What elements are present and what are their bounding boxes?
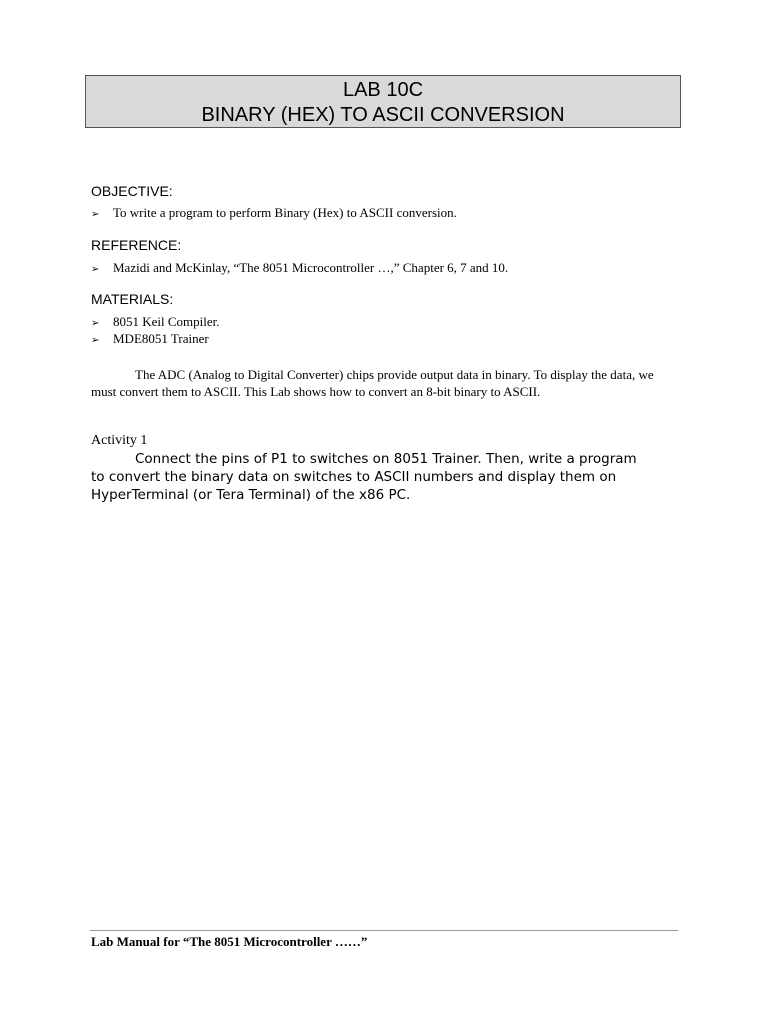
materials-item: ➢ MDE8051 Trainer [91,331,209,346]
arrow-bullet-icon: ➢ [91,209,100,220]
intro-paragraph: The ADC (Analog to Digital Converter) chips provide output data in binary. To display the data, we must convert them to ASCII. This Lab shows how to convert an 8-bit binary to ASCII. [91,367,654,399]
reference-heading: REFERENCE: [91,237,182,253]
lab-number: LAB 10C [342,79,424,101]
title-box [85,75,681,128]
lab-title: BINARY (HEX) TO ASCII CONVERSION [201,104,565,126]
materials-heading: MATERIALS: [91,291,174,307]
arrow-bullet-icon: ➢ [91,264,100,275]
materials-item: ➢ 8051 Keil Compiler. [91,314,220,329]
objective-heading: OBJECTIVE: [91,183,173,199]
footer-rule [90,930,678,931]
arrow-bullet-icon: ➢ [91,318,100,329]
activity-text: Connect the pins of P1 to switches on 8051 Trainer. Then, write a program to convert the binary data on switches to ASCII numbers and display them on HyperTerminal (or Tera Terminal) of the x86 PC. [91,451,637,503]
activity-label: Activity 1 [91,433,148,448]
footer-text: Lab Manual for “The 8051 Microcontroller ……” [91,934,368,949]
objective-item: ➢ To write a program to perform Binary (Hex) to ASCII conversion. [91,205,457,220]
reference-item: ➢ Mazidi and McKinlay, “The 8051 Microcontroller …,” Chapter 6, 7 and 10. [91,260,509,275]
arrow-bullet-icon: ➢ [91,335,100,346]
